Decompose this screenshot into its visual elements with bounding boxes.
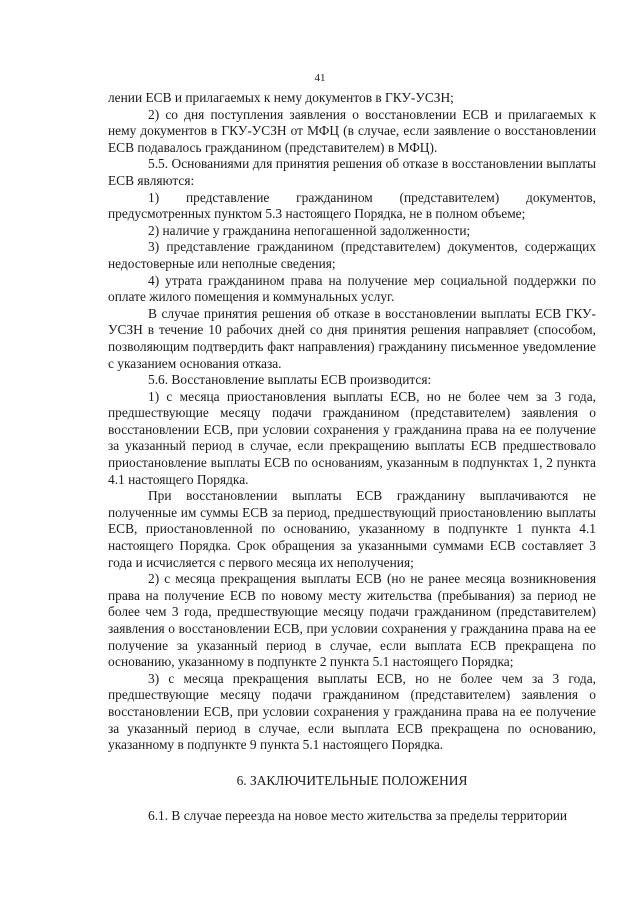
paragraph: 6.1. В случае переезда на новое место жительства за пределы территории bbox=[148, 808, 568, 824]
paragraph: 4) утрата гражданином права на получение мер социальной поддержки по оплате жилого помещения и коммунальных услуг. bbox=[108, 272, 596, 305]
paragraph: При восстановлении выплаты ЕСВ гражданину выплачиваются не полученные им суммы ЕСВ за период, предшествующий приостановлению выплаты ЕСВ, приостановленной по основанию, указанному в подпункте 1 пункта 4.1 настоящего Порядка. Срок обращения за указанными суммами ЕСВ составляет 3 года и исчисляется с первого месяца их неполучения; bbox=[108, 488, 596, 570]
paragraph: лении ЕСВ и прилагаемых к нему документов в ГКУ-УСЗН; bbox=[108, 90, 454, 105]
paragraph: 5.6. Восстановление выплаты ЕСВ производится: bbox=[148, 372, 432, 388]
page-number: 41 bbox=[314, 72, 326, 84]
paragraph: 1) представление гражданином (представителем) документов, предусмотренных пунктом 5.3 настоящего Порядка, не в полном объеме; bbox=[108, 189, 596, 222]
paragraph: 3) с месяца прекращения выплаты ЕСВ, но не более чем за 3 года, предшествующие месяцу подачи гражданином (представителем) заявления о восстановлении ЕСВ, при условии сохранения у гражданина права на ее получение за указанный период в случае, если выплата ЕСВ прекращена по основанию, указанному в подпункте 9 пункта 5.1 настоящего Порядка. bbox=[108, 670, 596, 753]
paragraph: 1) с месяца приостановления выплаты ЕСВ, но не более чем за 3 года, предшествующие месяцу подачи гражданином (представителем) заявления о восстановлении ЕСВ, при условии сохранения у гражданина права на ее получение за указанный период в случае, если прекращению выплаты ЕСВ предшествовало приостановление выплаты ЕСВ по основаниям, указанным в подпунктах 1, 2 пункта 4.1 настоящего Порядка. bbox=[108, 388, 596, 487]
paragraph: 2) с месяца прекращения выплаты ЕСВ (но не ранее месяца возникновения права на получение ЕСВ по новому месту жительства (пребывания) за период не более чем 3 года, предшествующие месяцу подачи гражданином (представителем) заявления о восстановлении ЕСВ, при условии сохранения у гражданина права на ее получение за указанный период в случае, если выплата ЕСВ прекращена по основанию, указанному в подпункте 2 пункта 5.1 настоящего Порядка; bbox=[108, 571, 596, 670]
paragraph: 2) со дня поступления заявления о восстановлении ЕСВ и прилагаемых к нему документов в ГКУ-УСЗН от МФЦ (в случае, если заявление о восстановлении ЕСВ подавалось гражданином (представителем) в МФЦ). bbox=[108, 106, 596, 155]
section-heading: 6. ЗАКЛЮЧИТЕЛЬНЫЕ ПОЛОЖЕНИЯ bbox=[236, 772, 468, 788]
paragraph: 2) наличие у гражданина непогашенной задолженности; bbox=[148, 222, 471, 238]
document-body bbox=[108, 90, 596, 825]
paragraph: 5.5. Основаниями для принятия решения об отказе в восстановлении выплаты ЕСВ являются: bbox=[108, 156, 596, 188]
paragraph: 3) представление гражданином (представителем) документов, содержащих недостоверные или неполные сведения; bbox=[108, 239, 596, 271]
paragraph: В случае принятия решения об отказе в восстановлении выплаты ЕСВ ГКУ-УСЗН в течение 10 рабочих дней со дня принятия решения направляет (способом, позволяющим подтвердить факт направления) гражданину письменное уведомление с указанием основания отказа. bbox=[108, 305, 596, 371]
